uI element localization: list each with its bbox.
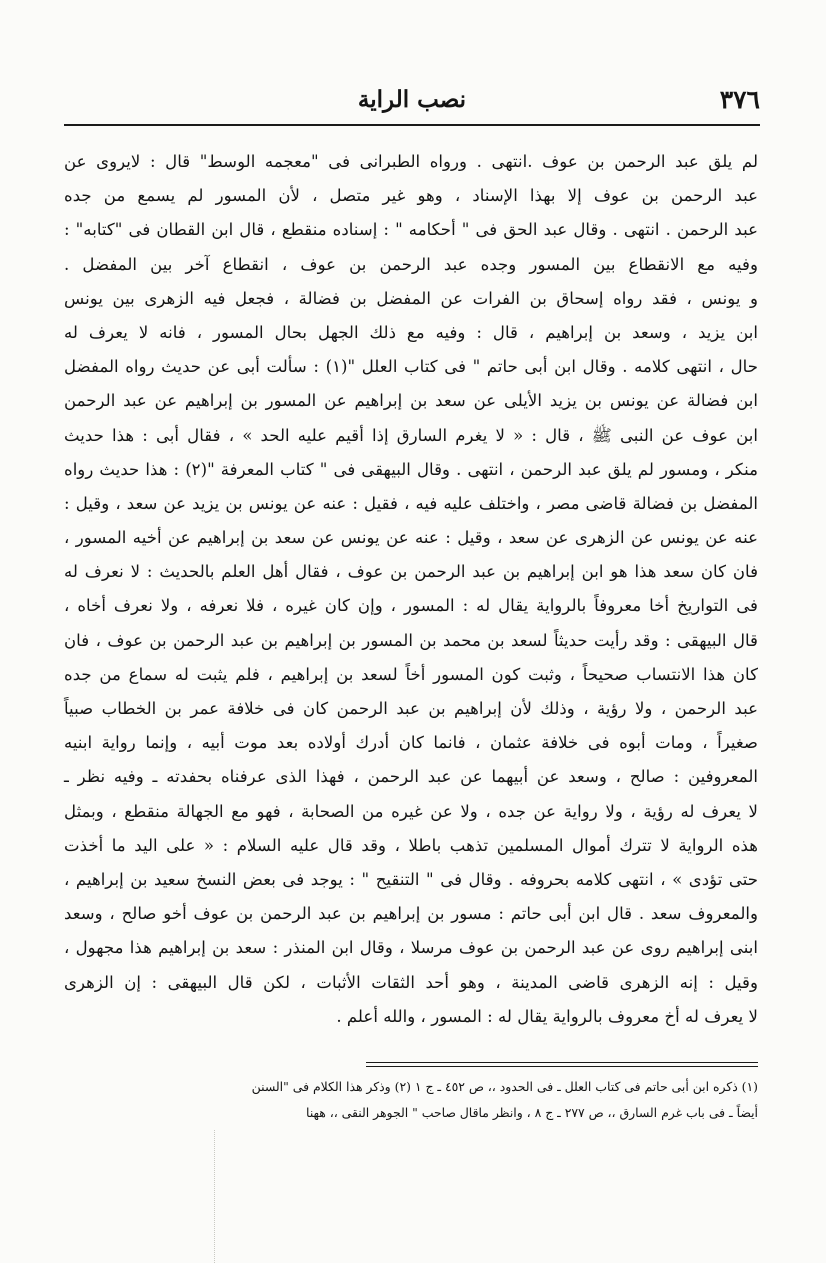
text-line: و يونس ، فقد رواه إسحاق بن الفرات عن المفضل بن فضالة ، فجعل فيه الزهرى بين يونس — [64, 288, 758, 308]
page-header — [64, 84, 760, 120]
text-line: لا يعرف له رؤية ، ولا رواية عن جده ، ولا عن غيره من الصحابة ، فهو مع الجهالة منقطع ، وبمثل — [64, 801, 758, 821]
text-line: المعروفين : صالح ، وسعد عن أبيهما عن عبد الرحمن ، فهذا الذى عرفناه بحفدته ـ وفيه نظر ـ — [64, 767, 758, 787]
footnote-line: (١) ذكره ابن أبى حاتم فى كتاب العلل ـ فى الحدود ،، ص ٤٥٢ ـ ج ١ (٢) وذكر هذا الكلام فى "السنن — [251, 1079, 758, 1094]
footnotes — [60, 1074, 758, 1126]
text-line: قال البيهقى : وقد رأيت حديثاً لسعد بن محمد بن المسور بن إبراهيم بن عبد الرحمن بن عوف ، فان — [64, 630, 758, 650]
text-line: صغيراً ، ومات أبوه فى خلافة عثمان ، فانما كان أدرك أولاده بعد موت أبيه ، وإنما رواية ابنيه — [64, 733, 758, 753]
text-line: حتى تؤدى » ، انتهى كلامه بحروفه . وقال فى " التنقيح " : يوجد فى بعض النسخ سعيد بن إبراهيم ، — [64, 869, 758, 889]
text-line: عبد الرحمن ، ولا رؤية ، وذلك لأن إبراهيم بن عبد الرحمن كان فى خلافة عمر بن الخطاب صبياً — [64, 699, 758, 718]
text-line: فان كان سعد هذا هو ابن إبراهيم بن عبد الرحمن بن عوف ، فقال أهل العلم بالحديث : لا نعرف له — [64, 562, 758, 582]
running-title: نصب الراية — [357, 86, 467, 113]
text-line: هذه الرواية لا تترك أموال المسلمين تذهب باطلا ، وقد قال عليه السلام : « على اليد ما أخذت — [64, 835, 758, 855]
text-line: حال ، انتهى كلامه . وقال ابن أبى حاتم " فى كتاب العلل "(١) : سألت أبى عن حديث رواه المفضل — [64, 357, 758, 377]
body-text — [64, 145, 758, 1034]
text-line: وفيه مع الانقطاع بين المسور وجده عبد الرحمن بن عوف ، انقطاع آخر بين المفضل . — [64, 254, 758, 274]
scan-artifact — [214, 1130, 215, 1263]
text-line: فى التواريخ أخا معروفاً بالرواية يقال له : المسور ، وإن كان غيره ، فلا نعرفه ، ولا نعرف أخاه ، — [64, 596, 758, 616]
text-line: ابن يزيد ، وسعد بن إبراهيم ، قال : وفيه مع ذلك الجهل بحال المسور ، فانه لا يعرف له — [64, 322, 758, 342]
footnote-rule — [366, 1066, 758, 1067]
text-line: ابن عوف عن النبى ﷺ ، قال : « لا يغرم السارق إذا أقيم عليه الحد » ، فقال أبى : هذا حديث — [64, 425, 758, 445]
text-line: عنه عن يونس عن الزهرى عن سعد ، وقيل : عنه عن يونس عن سعد بن إبراهيم عن أخيه المسور ، — [64, 528, 758, 548]
text-line: ابنى إبراهيم روى عن عبد الرحمن بن عوف مرسلا ، وقال ابن المنذر : سعد بن إبراهيم هذا مجهول ، — [64, 938, 758, 958]
text-line: عبد الرحمن . انتهى . وقال عبد الحق فى " أحكامه " : إسناده منقطع ، قال ابن القطان فى "كتابه" : — [64, 220, 758, 240]
text-line: المفضل بن فضالة قاضى مصر ، واختلف عليه فيه ، فقيل : عنه عن يونس بن يزيد عن سعد ، وقيل : — [64, 493, 758, 513]
text-line: ابن فضالة عن يونس بن يزيد الأيلى عن سعد بن إبراهيم عن المسور بن إبراهيم عن عبد الرحمن — [64, 391, 758, 411]
text-line: عبد الرحمن بن عوف إلا بهذا الإسناد ، وهو غير متصل ، لأن المسور لم يسمع من جده — [64, 186, 758, 206]
text-line: وقيل : إنه الزهرى قاضى المدينة ، وهو أحد الثقات الأثبات ، لكن قال البيهقى : إن الزهرى — [64, 972, 758, 992]
text-line: لا يعرف له أخ معروف بالرواية يقال له : المسور ، والله أعلم . — [336, 1006, 758, 1026]
footnote-rule — [366, 1062, 758, 1063]
text-line: منكر ، ومسور لم يلق عبد الرحمن ، انتهى . وقال البيهقى فى " كتاب المعرفة "(٢) : هذا حديث رواه — [64, 459, 758, 479]
footnote-line: أيضاً ـ فى باب غرم السارق ،، ص ٢٧٧ ـ ج ٨ ، وانظر ماقال صاحب " الجوهر النقى ،، ههنا — [306, 1105, 758, 1120]
header-rule — [64, 124, 760, 126]
text-line: كان هذا الانتساب صحيحاً ، وثبت كون المسور أخاً لسعد بن إبراهيم ، فلم يثبت له سماع من جده — [64, 664, 758, 684]
page-number: ٣٧٦ — [719, 85, 760, 114]
text-line: والمعروف سعد . قال ابن أبى حاتم : مسور بن إبراهيم بن عبد الرحمن بن عوف أخو صالح ، وسعد — [64, 904, 758, 924]
text-line: لم يلق عبد الرحمن بن عوف .انتهى . ورواه الطبرانى فى "معجمه الوسط" قال : لايروى عن — [64, 152, 758, 171]
